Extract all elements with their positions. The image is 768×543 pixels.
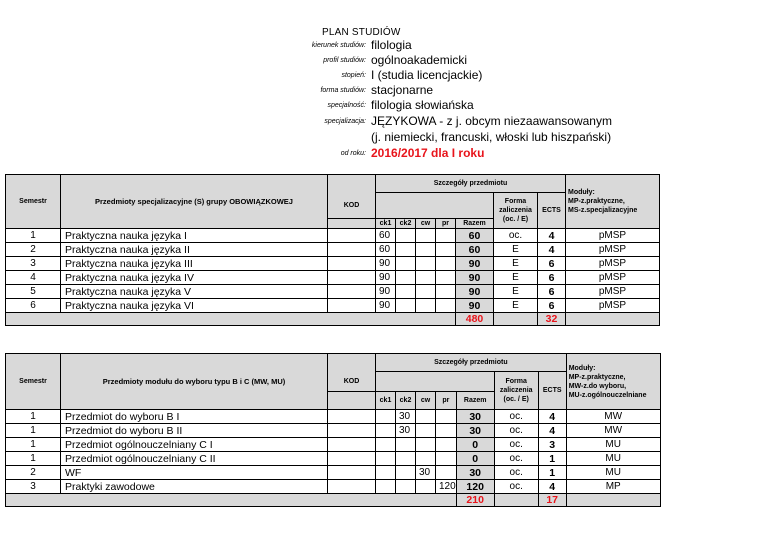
row-subject: Praktyczna nauka języka I xyxy=(61,229,328,243)
row-ck2 xyxy=(396,438,416,452)
row-ects: 6 xyxy=(538,271,566,285)
row-forma: oc. xyxy=(494,410,538,424)
col-kod: KOD xyxy=(328,193,376,219)
row-module: MU xyxy=(566,438,660,452)
row-subject: Przedmiot ogólnouczelniany C I xyxy=(61,438,328,452)
field-label: specjalizacja: xyxy=(324,118,366,125)
field-value: 2016/2017 dla I roku xyxy=(371,146,485,160)
col-ck1: ck1 xyxy=(376,392,396,410)
row-semester: 5 xyxy=(6,285,61,299)
modules-line: MP-z.praktyczne, xyxy=(568,198,625,205)
row-ects: 4 xyxy=(538,229,566,243)
row-ck1: 60 xyxy=(376,229,396,243)
table-do-wyboru xyxy=(5,353,661,507)
row-pr xyxy=(436,438,457,452)
row-semester: 3 xyxy=(6,480,61,494)
row-semester: 1 xyxy=(6,424,61,438)
row-ck1: 90 xyxy=(376,285,396,299)
row-ck1 xyxy=(376,466,396,480)
row-razem: 0 xyxy=(456,452,494,466)
row-razem: 30 xyxy=(456,466,494,480)
row-razem: 90 xyxy=(456,299,494,313)
field-forma xyxy=(0,83,768,98)
field-value: I (studia licencjackie) xyxy=(371,68,483,82)
row-ck2 xyxy=(396,480,416,494)
row-ck1: 90 xyxy=(376,271,396,285)
table-row xyxy=(6,438,661,452)
row-kod xyxy=(328,271,376,285)
row-kod xyxy=(328,424,376,438)
row-ects: 6 xyxy=(538,257,566,271)
row-forma: E xyxy=(494,257,538,271)
col-ck2: ck2 xyxy=(396,219,416,229)
row-pr xyxy=(436,410,457,424)
row-cw xyxy=(416,243,436,257)
row-cw xyxy=(416,299,436,313)
field-specjalizacja xyxy=(0,114,768,129)
table-obowiazkowe xyxy=(5,174,660,326)
row-pr xyxy=(436,452,457,466)
row-pr xyxy=(436,299,456,313)
row-razem: 90 xyxy=(456,285,494,299)
row-ck2: 30 xyxy=(396,424,416,438)
row-ck2 xyxy=(396,271,416,285)
group-header: Szczegóły przedmiotu xyxy=(376,354,567,372)
field-value: (j. niemiecki, francuski, włoski lub hiszpański) xyxy=(371,130,612,144)
row-razem: 60 xyxy=(456,243,494,257)
row-pr xyxy=(436,466,457,480)
row-forma: oc. xyxy=(494,480,538,494)
row-ck2 xyxy=(396,229,416,243)
row-razem: 90 xyxy=(456,257,494,271)
row-forma: E xyxy=(494,271,538,285)
col-ck2: ck2 xyxy=(396,392,416,410)
col-ects: ECTS xyxy=(538,372,566,410)
row-semester: 3 xyxy=(6,257,61,271)
row-module: pMSP xyxy=(566,299,660,313)
table-row xyxy=(6,257,660,271)
row-forma: E xyxy=(494,243,538,257)
modules-line: Moduły: xyxy=(568,189,595,196)
col-kod: KOD xyxy=(328,372,376,392)
row-pr xyxy=(436,285,456,299)
col-forma: Forma zaliczenia (oc. / E) xyxy=(494,193,538,229)
row-kod xyxy=(328,243,376,257)
row-razem: 120 xyxy=(456,480,494,494)
row-pr xyxy=(436,229,456,243)
table-row xyxy=(6,271,660,285)
row-ck2 xyxy=(396,466,416,480)
row-ck1 xyxy=(376,410,396,424)
row-subject: WF xyxy=(61,466,328,480)
total-ects: 17 xyxy=(538,494,566,507)
col-pr: pr xyxy=(436,219,456,229)
row-semester: 1 xyxy=(6,229,61,243)
row-cw xyxy=(416,285,436,299)
row-module: MP xyxy=(566,480,660,494)
col-subject: Przedmioty specjalizacyjne (S) grupy OBOWIĄZKOWEJ xyxy=(61,175,328,229)
row-semester: 2 xyxy=(6,466,61,480)
field-label: forma studiów: xyxy=(320,87,366,94)
row-kod xyxy=(328,410,376,424)
row-module: MU xyxy=(566,466,660,480)
field-value: filologia słowiańska xyxy=(371,98,474,112)
col-semestr: Semestr xyxy=(6,354,61,410)
field-value: JĘZYKOWA - z j. obcym niezaawansowanym xyxy=(371,114,612,128)
total-ects: 32 xyxy=(538,313,566,326)
row-cw xyxy=(416,410,436,424)
row-forma: oc. xyxy=(494,424,538,438)
col-modules xyxy=(566,354,660,410)
field-stopien xyxy=(0,68,768,83)
row-cw xyxy=(416,452,436,466)
row-module: MW xyxy=(566,424,660,438)
field-kierunek xyxy=(0,38,768,53)
row-pr xyxy=(436,243,456,257)
row-pr xyxy=(436,271,456,285)
row-subject: Praktyczna nauka języka VI xyxy=(61,299,328,313)
modules-line: MS-z.specjalizacyjne xyxy=(568,207,638,214)
group-header: Szczegóły przedmiotu xyxy=(376,175,566,193)
field-profil xyxy=(0,53,768,68)
field-value: stacjonarne xyxy=(371,83,434,97)
row-ck1: 90 xyxy=(376,299,396,313)
field-od-roku xyxy=(0,146,768,161)
row-razem: 90 xyxy=(456,271,494,285)
table-row xyxy=(6,243,660,257)
row-ects: 4 xyxy=(538,424,566,438)
modules-line: MP-z.praktyczne, xyxy=(568,373,626,381)
row-ck1 xyxy=(376,480,396,494)
total-razem: 480 xyxy=(456,313,494,326)
row-module: MW xyxy=(566,410,660,424)
table-row xyxy=(6,480,661,494)
row-ck2 xyxy=(396,299,416,313)
row-semester: 4 xyxy=(6,271,61,285)
field-label: specjalność: xyxy=(327,102,366,109)
row-cw xyxy=(416,438,436,452)
row-ck1 xyxy=(376,438,396,452)
row-ects: 3 xyxy=(538,438,566,452)
row-razem: 30 xyxy=(456,424,494,438)
modules-line: MU-z.ogólnouczelniane xyxy=(568,391,647,399)
row-kod xyxy=(328,299,376,313)
row-kod xyxy=(328,452,376,466)
row-subject: Praktyki zawodowe xyxy=(61,480,328,494)
field-label: stopień: xyxy=(341,72,366,79)
col-modules xyxy=(566,175,660,229)
row-cw: 30 xyxy=(416,466,436,480)
field-specjalnosc xyxy=(0,98,768,113)
row-ck2 xyxy=(396,257,416,271)
row-ects: 4 xyxy=(538,410,566,424)
col-ck1: ck1 xyxy=(376,219,396,229)
col-subject: Przedmioty modułu do wyboru typu B i C (MW, MU) xyxy=(61,354,328,410)
row-ck2: 30 xyxy=(396,410,416,424)
row-subject: Przedmiot ogólnouczelniany C II xyxy=(61,452,328,466)
row-forma: oc. xyxy=(494,229,538,243)
row-module: MU xyxy=(566,452,660,466)
row-module: pMSP xyxy=(566,285,660,299)
row-forma: oc. xyxy=(494,466,538,480)
row-kod xyxy=(328,229,376,243)
row-ects: 4 xyxy=(538,243,566,257)
row-razem: 60 xyxy=(456,229,494,243)
row-kod xyxy=(328,285,376,299)
row-ects: 6 xyxy=(538,285,566,299)
row-ck1: 90 xyxy=(376,257,396,271)
col-forma: Forma zaliczenia (oc. / E) xyxy=(494,372,538,410)
row-semester: 2 xyxy=(6,243,61,257)
row-razem: 30 xyxy=(456,410,494,424)
row-subject: Praktyczna nauka języka V xyxy=(61,285,328,299)
row-pr: 120 xyxy=(436,480,457,494)
row-forma: E xyxy=(494,299,538,313)
row-kod xyxy=(328,480,376,494)
row-kod xyxy=(328,466,376,480)
row-ects: 4 xyxy=(538,480,566,494)
modules-line: Moduły: xyxy=(568,364,596,372)
row-ects: 1 xyxy=(538,466,566,480)
plan-title: PLAN STUDIÓW xyxy=(322,27,401,38)
table-row xyxy=(6,452,661,466)
col-pr: pr xyxy=(436,392,457,410)
row-module: pMSP xyxy=(566,243,660,257)
row-cw xyxy=(416,271,436,285)
modules-line: MW-z.do wyboru, xyxy=(568,382,627,390)
row-ck1: 60 xyxy=(376,243,396,257)
row-cw xyxy=(416,229,436,243)
field-label: profil studiów: xyxy=(323,57,366,64)
table-row xyxy=(6,466,661,480)
row-semester: 6 xyxy=(6,299,61,313)
row-cw xyxy=(416,257,436,271)
row-pr xyxy=(436,424,457,438)
row-ck1 xyxy=(376,424,396,438)
row-ck2 xyxy=(396,285,416,299)
row-ects: 1 xyxy=(538,452,566,466)
row-ects: 6 xyxy=(538,299,566,313)
table-row xyxy=(6,424,661,438)
field-value: ogólnoakademicki xyxy=(371,53,468,67)
row-ck2 xyxy=(396,452,416,466)
row-subject: Praktyczna nauka języka IV xyxy=(61,271,328,285)
field-specjalizacja-cont xyxy=(0,130,768,145)
table-total-row xyxy=(6,494,661,507)
table-total-row xyxy=(6,313,660,326)
row-semester: 1 xyxy=(6,410,61,424)
table-row xyxy=(6,285,660,299)
col-razem: Razem xyxy=(456,219,494,229)
row-module: pMSP xyxy=(566,229,660,243)
field-value: filologia xyxy=(371,38,412,52)
field-label: od roku: xyxy=(340,150,366,157)
row-forma: E xyxy=(494,285,538,299)
row-pr xyxy=(436,257,456,271)
row-semester: 1 xyxy=(6,452,61,466)
table-row xyxy=(6,229,660,243)
row-subject: Przedmiot do wyboru B II xyxy=(61,424,328,438)
col-ects: ECTS xyxy=(538,193,566,229)
row-semester: 1 xyxy=(6,438,61,452)
row-subject: Praktyczna nauka języka II xyxy=(61,243,328,257)
table-row xyxy=(6,299,660,313)
row-cw xyxy=(416,424,436,438)
total-razem: 210 xyxy=(456,494,494,507)
col-cw: cw xyxy=(416,219,436,229)
row-module: pMSP xyxy=(566,257,660,271)
row-cw xyxy=(416,480,436,494)
table-row xyxy=(6,410,661,424)
row-subject: Praktyczna nauka języka III xyxy=(61,257,328,271)
col-razem: Razem xyxy=(456,392,494,410)
row-forma: oc. xyxy=(494,438,538,452)
row-razem: 0 xyxy=(456,438,494,452)
field-label: kierunek studiów: xyxy=(311,42,366,49)
row-ck1 xyxy=(376,452,396,466)
col-semestr: Semestr xyxy=(6,175,61,229)
row-kod xyxy=(328,438,376,452)
row-ck2 xyxy=(396,243,416,257)
row-subject: Przedmiot do wyboru B I xyxy=(61,410,328,424)
col-cw: cw xyxy=(416,392,436,410)
row-forma: oc. xyxy=(494,452,538,466)
row-module: pMSP xyxy=(566,271,660,285)
row-kod xyxy=(328,257,376,271)
